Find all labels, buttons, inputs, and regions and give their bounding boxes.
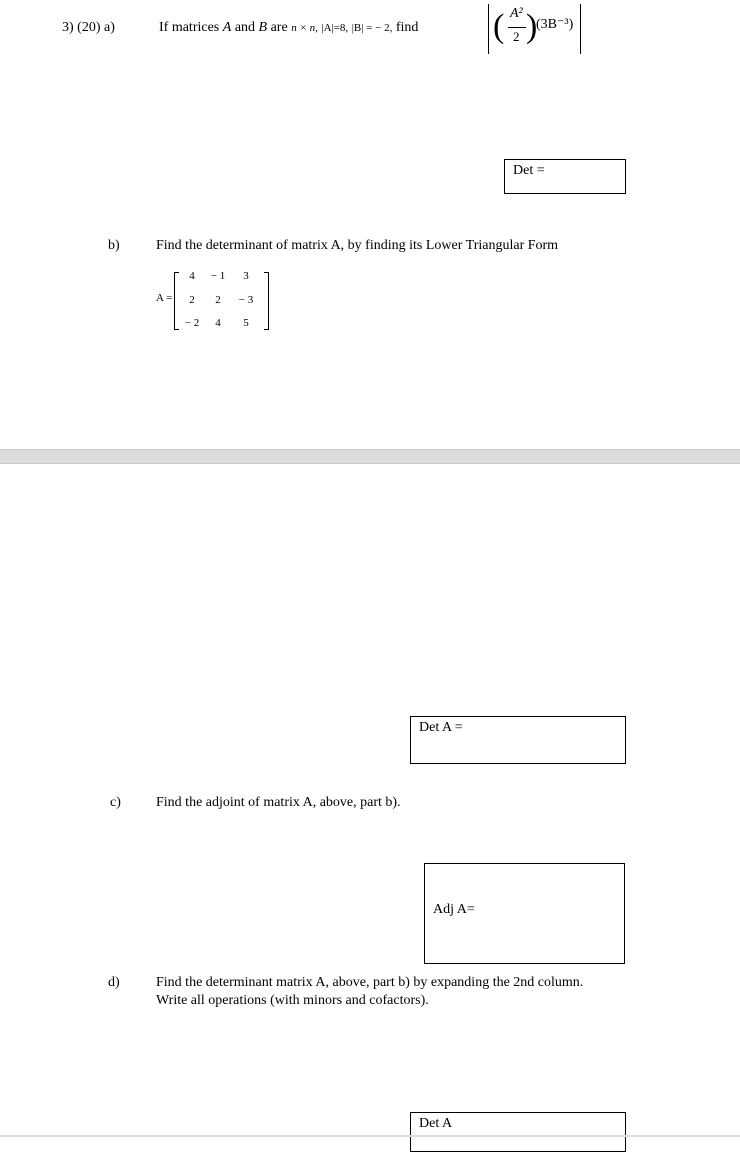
- matrix-cell: − 1: [210, 270, 226, 282]
- answer-box-det-a[interactable]: [410, 716, 626, 764]
- matrix-cell: 5: [243, 317, 249, 329]
- part-a-if: If matrices: [159, 20, 220, 35]
- matrix-dims: n × n,: [291, 22, 318, 34]
- bracket-right: [264, 272, 269, 330]
- matrix-cell: 4: [189, 270, 195, 282]
- answer-box-adj[interactable]: [424, 863, 625, 964]
- part-d-label: d): [108, 975, 120, 990]
- matrix-cell: 4: [215, 317, 221, 329]
- part-a-prompt: [159, 20, 418, 36]
- matrix-cell: − 3: [238, 294, 254, 306]
- part-a-are: are: [270, 20, 288, 35]
- matrix-cell: 2: [215, 294, 221, 306]
- det-bar-right: [580, 4, 581, 54]
- matrix-cell: 2: [189, 294, 195, 306]
- determinant-expression: [488, 4, 598, 56]
- fraction-denominator: 2: [513, 29, 520, 44]
- fraction-numerator: A²: [510, 6, 523, 21]
- expression-factor: (3B⁻³): [536, 17, 574, 32]
- part-c-prompt: Find the adjoint of matrix A, above, part b).: [156, 795, 401, 810]
- part-d-prompt-line2: Write all operations (with minors and cofactors).: [156, 993, 429, 1008]
- var-b: B: [258, 20, 268, 35]
- matrix-cell: 3: [243, 270, 249, 282]
- var-a: A: [222, 20, 232, 35]
- matrix-a: [156, 268, 276, 334]
- answer-box-det-a-expansion[interactable]: [410, 1112, 626, 1152]
- paren-left: (: [493, 8, 505, 45]
- paren-right: ): [526, 8, 538, 45]
- answer-box-det[interactable]: [504, 159, 626, 194]
- bracket-left: [174, 272, 179, 330]
- part-a-and: and: [234, 20, 256, 35]
- fraction-line: [508, 27, 526, 28]
- answer-label-det: Det =: [513, 163, 545, 178]
- answer-label-adj: Adj A=: [433, 902, 475, 917]
- part-b-prompt: Find the determinant of matrix A, by finding its Lower Triangular Form: [156, 238, 559, 253]
- det-a-value: |A|=8,: [321, 22, 349, 34]
- matrix-cell: − 2: [184, 317, 200, 329]
- answer-label-det-a: Det A =: [419, 720, 463, 735]
- answer-label-det-a-expansion: Det A: [419, 1116, 453, 1131]
- det-b-value: |B| = − 2,: [351, 22, 393, 34]
- part-c-label: c): [110, 795, 121, 810]
- question-number: 3) (20) a): [62, 20, 115, 35]
- det-bar-left: [488, 4, 489, 54]
- page-break: [0, 449, 740, 464]
- matrix-label: A =: [156, 292, 173, 304]
- part-b-label: b): [108, 238, 120, 253]
- part-d-prompt-line1: Find the determinant matrix A, above, part b) by expanding the 2nd column.: [156, 975, 584, 990]
- part-a-find: find: [395, 20, 419, 35]
